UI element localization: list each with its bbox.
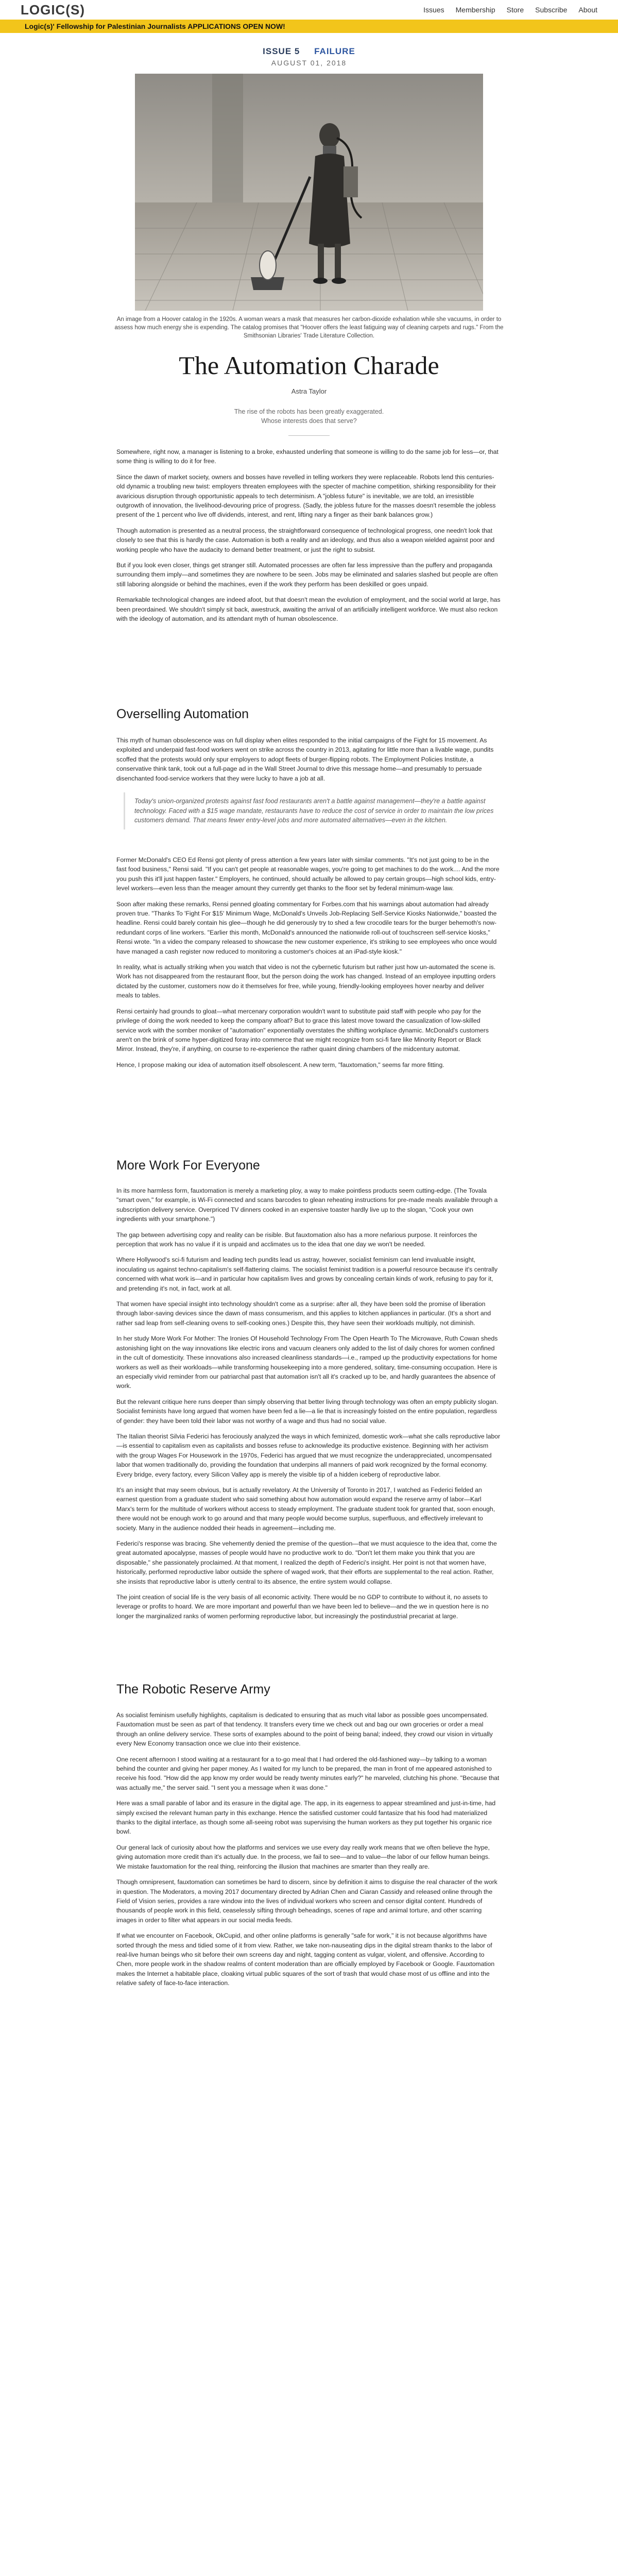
paragraph: Former McDonald's CEO Ed Rensi got plenty of press attention a few years later with similar comments. "It's not just going to be in the fast food business," Rensi said. "If you can't get people at reasonable wages, you're going to get machines to do the work.... And the more you push this it'll just happen faster." Employers, he continued, should actually be allowed to pay certain groups—high school kids, entry-level workers—even less than the meager amount they currently get thanks to the floor set by federal minimum-wage law. <box>116 856 500 892</box>
main-nav <box>423 6 597 14</box>
issue-theme[interactable]: FAILURE <box>314 46 355 56</box>
paragraph: Remarkable technological changes are indeed afoot, but that doesn't mean the evolution of employment, and the social world at large, has been preordained. We shouldn't simply sit back, awestruck, awaiting the arrival of an artificially intelligent workforce. We must also reckon with the ideology of automation, and its attendant myth of human obsolescence. <box>116 596 501 623</box>
section-heading: More Work For Everyone <box>116 1158 260 1173</box>
paragraph: Since the dawn of market society, owners and bosses have revelled in telling workers they were replaceable. Robots lend this centuries-old dynamic a troubling new twist: employers threaten employees with the specter of machine competition, shirking responsibility for their avaricious disruption through opportunistic appeals to tech determinism. A "jobless future" is inevitable, we are told, an irresistible outgrowth of innovation, the livelihood-devouring price of progress. (Sadly, the jobless future for the masses doesn't resemble the jobless present of the 1 percent who live off dividends, interest, and rent, lifting nary a finger as their bank balances grow.) <box>116 473 496 519</box>
site-logo[interactable]: LOGIC(S) <box>21 2 85 18</box>
nav-store[interactable]: Store <box>506 6 524 14</box>
paragraph: In reality, what is actually striking when you watch that video is not the cybernetic futurism but rather just how un-automated the scene is. Work has not disappeared from the restaurant floor, but the person doing the work has changed. Instead of an employee inputting orders dictated by the customer, customers now do it themselves for free, while young, friendly-looking employees hover nearby and deliver meals to tables. <box>116 963 496 999</box>
article-title: The Automation Charade <box>179 351 439 380</box>
paragraph: It's an insight that may seem obvious, but is actually revelatory. At the University of Toronto in 2017, I watched as Federici fielded an earnest question from a graduate student who said something about how automation would expand the reserve army of labor—Karl Marx's term for the multitude of workers without access to steady employment. The graduate student took for granted that, soon enough, there would not be enough work to go around and that many people would become surplus, superfluous, and effectively irrelevant to society. Many in the audience nodded their heads in agreement—including me. <box>116 1486 495 1532</box>
paragraph: The gap between advertising copy and reality can be risible. But fauxtomation also has a more nefarious purpose. It reinforces the perception that work has no value if it is unpaid and acclimates us to the idea that one day we won't be needed. <box>116 1231 477 1248</box>
paragraph: Rensi certainly had grounds to gloat—what mercenary corporation wouldn't want to substitute paid staff with people who pay for the privilege of doing the work needed to keep the company afloat? But to grace this latest move toward the casualization of low-skilled service work with the somber moniker of "automation" exponentially overstates the shifting workplace dynamic. McDonald's customers aren't on the brink of some hyper-digitized foray into commerce that we might recognize from sci-fi fare like Minority Report or Black Mirror. Instead, they're, if anything, on course to re-experience the rather quaint dining chambers of the midcentury automat. <box>116 1007 489 1053</box>
paragraph: This myth of human obsolescence was on full display when elites responded to the initial campaigns of the Fight for 15 movement. As exploited and underpaid fast-food workers went on strike across the country in 2013, agitating for little more than a livable wage, pundits scoffed that the protests would only spur employers to adopt fleets of burger-flipping robots. The Employment Policies Institute, a conservative think tank, took out a full-page ad in the Wall Street Journal to drive this message home—and presumably to persuade disenchanted food-service workers that they were lucky to have a job at all. <box>116 737 494 782</box>
paragraph: The joint creation of social life is the very basis of all economic activity. There would be no GDP to contribute to without it, no assets to leverage or profits to hoard. We are more important and powerful than we have been led to believe—and the we in question here is no longer the marginalized ranks of women performing reproductive labor, but increasingly the postindustrial precariat at large. <box>116 1594 489 1620</box>
paragraph: Federici's response was bracing. She vehemently denied the premise of the question—that we must acquiesce to the idea that, come the great automated apocalypse, masses of people would have no productive work to do. "Don't let them make you think that you are disposable," she passionately proclaimed. At that moment, I realized the depth of Federici's insight. Her point is not that women have, historically, performed reproductive labor outside the sphere of waged work, that their efforts are supplemental to the real action. Rather, she insists that reproductive labor is utterly central to its absence, the entire system would collapse. <box>116 1540 497 1585</box>
paragraph: If what we encounter on Facebook, OkCupid, and other online platforms is generally "safe for work," it is not because algorithms have sorted through the mess and tidied some of it from view. Rather, we take non-nauseating dips in the digital stream thanks to the labor of real-live human beings who sit before their own screens day and night, tagging content as vulgar, violent, and offensive. According to Chen, more people work in the shadow realms of content moderation than are officially employed by Facebook or Google. Fauxtomation makes the Internet a habitable place, cloaking virtual public squares of the sort of trash that would chase most of us offline and into the relative safety of face-to-face interaction. <box>116 1932 495 1987</box>
section-heading: Overselling Automation <box>116 707 249 721</box>
paragraph: But if you look even closer, things get stranger still. Automated processes are often far less impressive than the puffery and propaganda surrounding them imply—and sometimes they are nowhere to be seen. Jobs may be eliminated and salaries slashed but people are often still laboring alongside or behind the machines, even if the work they perform has been deskilled or goes unpaid. <box>116 562 498 588</box>
hero-caption: An image from a Hoover catalog in the 1920s. A woman wears a mask that measures her carbon-dioxide exhalation while she vacuums, in order to assess how much energy she is expending. The catalog promises that "Hoover offers the least fatiguing way of cleaning carpets and rugs." From the Smithsonian Libraries' Trade Literature Collection. <box>114 316 504 339</box>
paragraph: One recent afternoon I stood waiting at a restaurant for a to-go meal that I had ordered the old-fashioned way—by talking to a woman behind the counter and giving her paper money. As I waited for my lunch to be prepared, the man in front of me appeared astonished to receive his food. "How did the app know my order would be ready twenty minutes early?" he marveled, clutching his phone. "Because that was actually me," the server said. "I sent you a message when it was done." <box>116 1755 500 1791</box>
issue-number[interactable]: ISSUE 5 <box>263 46 300 56</box>
hero-photo <box>135 74 483 311</box>
paragraph: In its more harmless form, fauxtomation is merely a marketing ploy, a way to make pointless products seem cutting-edge. (The Tovala "smart oven," for example, is Wi-Fi connected and scans barcodes to glean reheating instructions for pre-made meals available through a subscription delivery service. Overpriced TV dinners cooked in an expensive toaster hardly live up to the slogan, "Cook your own ingredients with your smartphone.") <box>116 1187 498 1223</box>
paragraph: Hence, I propose making our idea of automation itself obsolescent. A new term, "fauxtomation," seems far more fitting. <box>116 1061 444 1069</box>
issue-date: AUGUST 01, 2018 <box>271 59 347 67</box>
hero-illustration <box>135 74 483 311</box>
paragraph: Though omnipresent, fauxtomation can sometimes be hard to discern, since by definition it aims to disguise the real character of the work in question. The Moderators, a moving 2017 documentary directed by Adrian Chen and Ciaran Cassidy and released online through the Field of Vision series, provides a rare window into the lives of individual workers who screen and censor digital content. Hundreds of thousands of people work in this field, ceaselessly sifting through beheadings, scenes of rape and animal torture, and other scarring images in order to filter what appears in our social media feeds. <box>116 1878 497 1924</box>
section-body <box>116 1186 501 1627</box>
nav-about[interactable]: About <box>578 6 597 14</box>
nav-membership[interactable]: Membership <box>455 6 495 14</box>
top-bar <box>0 0 618 20</box>
paragraph: As socialist feminism usefully highlights, capitalism is dedicated to ensuring that as much vital labor as possible goes uncompensated. Fauxtomation must be seen as part of that tendency. It transfers every time we check out and bag our own groceries or order a meal through an online delivery service. These sorts of examples abound to the point of being banal; indeed, they crowd our vision in virtually every New Economy transaction once we clue into their existence. <box>116 1711 493 1748</box>
paragraph: Our general lack of curiosity about how the platforms and services we use every day really work means that we often believe the hype, giving automation more credit than it's actually due. In the process, we fail to see—and to value—the labor of our fellow human beings. We mistake fauxtomation for the real thing, reinforcing the illusion that machines are smarter than they really are. <box>116 1843 490 1870</box>
paragraph: Though automation is presented as a neutral process, the straightforward consequence of technological progress, one needn't look that closely to see that this is hardly the case. Automation is both a reality and an ideology, and thus also a weapon wielded against poor and working people who have the audacity to demand better treatment, or just the right to subsist. <box>116 527 495 553</box>
article-author[interactable]: Astra Taylor <box>291 387 327 395</box>
block-quote: Today's union-organized protests against fast food restaurants aren't a battle against management—they're a battle against technology. Faced with a $15 wage mandate, restaurants have to reduce the cost of service in order to maintain the low prices customers demand. That means fewer entry-level jobs and more automated alternatives—even in the kitchen. <box>124 792 505 829</box>
paragraph: Somewhere, right now, a manager is listening to a broke, exhausted underling that someone is willing to do the same job for less—or, that some thing is willing to do it for free. <box>116 448 499 465</box>
nav-subscribe[interactable]: Subscribe <box>535 6 568 14</box>
article-dek: The rise of the robots has been greatly exaggerated. Whose interests does that serve? <box>234 408 384 425</box>
paragraph: Where Hollywood's sci-fi futurism and leading tech pundits lead us astray, however, socialist feminism can lend invaluable insight, inoculating us against techno-capitalism's self-flattering claims. The socialist feminist tradition is a powerful resource because it's centrally concerned with what work is—and in particular how capitalism lives and grows by concealing certain kinds of work, refusing to pay for it, and pretending it's not, in fact, work at all. <box>116 1256 498 1292</box>
fellowship-banner[interactable] <box>0 20 618 33</box>
section-body <box>116 855 501 1076</box>
paragraph: In her study More Work For Mother: The Ironies Of Household Technology From The Open Hearth To The Microwave, Ruth Cowan sheds astonishing light on the way innovations like electric irons and vacuum cleaners only added to the list of daily chores for women confined in the cult of domesticity. These innovations also increased cleanliness standards—i.e., ramped up the productivity expectations for home workers as well as their workloads—while transforming housekeeping into a more gendered, solitary, time-consuming occupation. Here is an especially vivid reminder from our patriarchal past that automation isn't all it's cracked up to be, and hardly guarantees the absence of work. <box>116 1335 498 1390</box>
paragraph: The Italian theorist Silvia Federici has ferociously analyzed the ways in which feminized, domestic work—what she calls reproductive labor—is essential to capitalism even as capitalists and bosses refuse to acknowledge its productive existence. Beginning with her activism with the group Wages For Housework in the 1970s, Federici has argued that we must recognize the underappreciated, uncompensated labor that women traditionally do, providing the foundation that underpins all manners of paid work recognized by the formal economy. Every bridge, every factory, every Silicon Valley app is merely the visible tip of a hidden iceberg of reproductive labor. <box>116 1432 501 1478</box>
intro-text <box>116 447 501 630</box>
dek-divider <box>288 435 330 436</box>
paragraph: Here was a small parable of labor and its erasure in the digital age. The app, in its eagerness to appear streamlined and just-in-time, had simply excised the relevant human party in this exchange. Hence the satisfied customer could fantasize that his food had materialized thanks to the digital interface, as though some all-seeing robot was supervising the human workers as they put together his organic rice bowl. <box>116 1800 496 1836</box>
section-body <box>116 1710 501 1994</box>
section-lead <box>116 736 501 789</box>
paragraph: Soon after making these remarks, Rensi penned gloating commentary for Forbes.com that his warnings about automation had already proven true. "Thanks To 'Fight For $15' Minimum Wage, McDonald's Unveils Job-Replacing Self-Service Kiosks Nationwide," boasted the headline. Rensi could barely contain his glee—though he did generously try to shed a few crocodile tears for the burger behemoth's now-redundant corps of line workers. "Earlier this month, McDonald's announced the nationwide roll-out of touchscreen self-service kiosks," Rensi wrote. "In a video the company released to showcase the new customer experience, it's striking to see employees who once would have managed a cash register now reduced to monitoring a customer's choices at an iPad-style kiosk." <box>116 900 497 955</box>
banner-text[interactable]: Logic(s)' Fellowship for Palestinian Journalists APPLICATIONS OPEN NOW! <box>25 22 285 30</box>
section-heading: The Robotic Reserve Army <box>116 1682 270 1697</box>
paragraph: But the relevant critique here runs deeper than simply observing that better living through technology was often an empty publicity slogan. Socialist feminists have long argued that women have been fed a lie—a lie that is increasingly foisted on the entire population, regardless of gender: they have been told their labor was not worthy of a wage and thus had no social value. <box>116 1398 499 1425</box>
paragraph: That women have special insight into technology shouldn't come as a surprise: after all, they have been sold the promise of liberation through labor-saving devices since the dawn of mass consumerism, and this applies to kitchen appliances in particular. (It's a short and rather sad leap from self-cleaning ovens to self-cooking ones.) Despite this, they have seen their workloads multiply, not diminish. <box>116 1300 491 1327</box>
issue-meta <box>0 46 618 67</box>
nav-issues[interactable]: Issues <box>423 6 444 14</box>
